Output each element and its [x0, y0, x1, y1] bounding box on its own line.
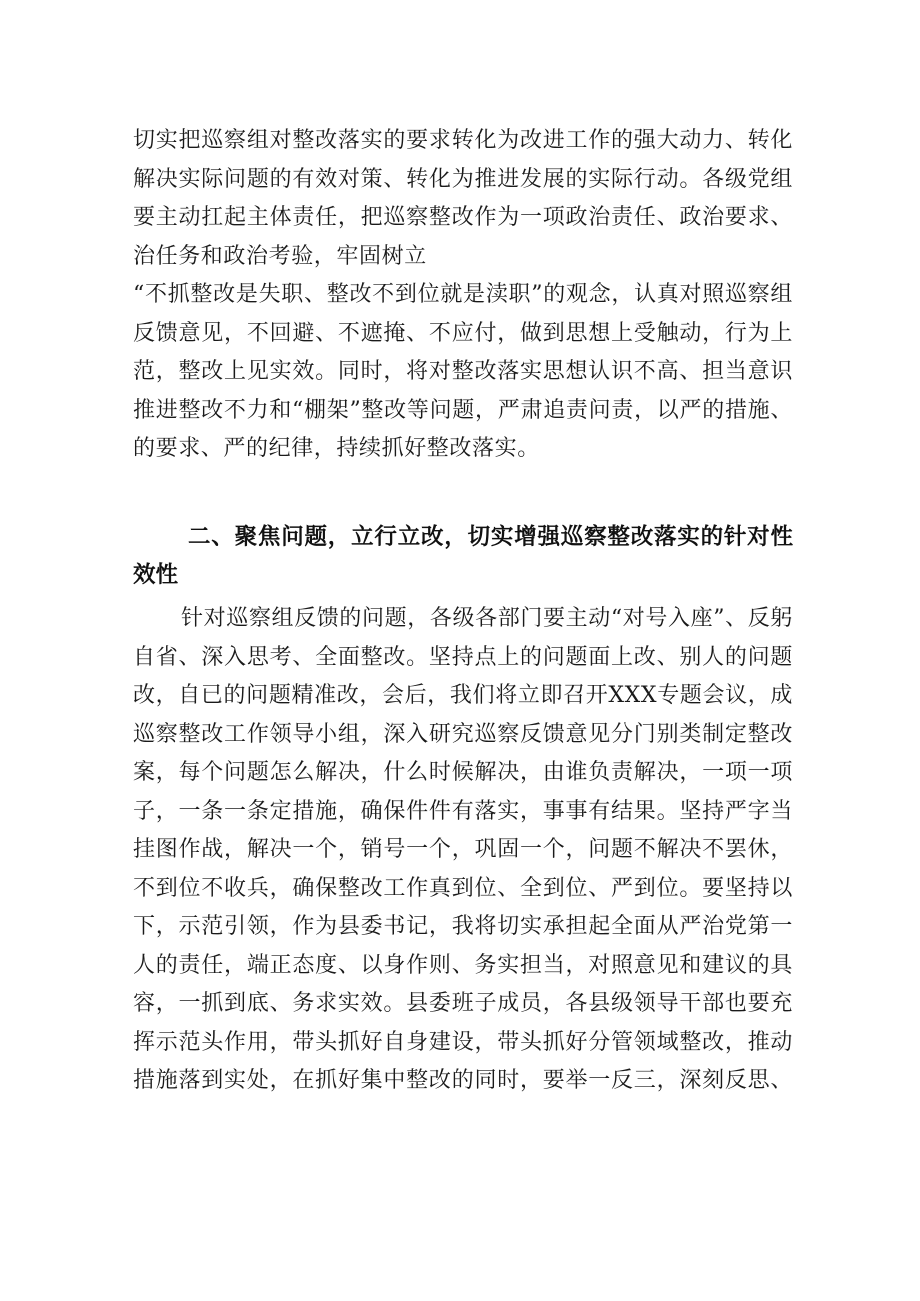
paragraph-line: 下，示范引领，作为县委书记，我将切实承担起全面从严治党第一 — [133, 914, 793, 939]
paragraph-line: “不抓整改是失职、整改不到位就是渎职”的观念，认真对照巡察组 — [133, 282, 793, 307]
paragraph-line: 推进整改不力和“棚架”整改等问题，严肃追责问责，以严的措施、 — [133, 397, 793, 423]
paragraph-line: 范，整改上见实效。同时，将对整改落实思想认识不高、担当意识 — [133, 359, 793, 384]
section-heading-2 — [133, 518, 793, 594]
body-paragraph-1 — [133, 122, 793, 469]
paragraph-line: 不到位不收兵，确保整改工作真到位、全到位、严到位。要坚持以 — [133, 875, 793, 901]
heading-line: 二、聚焦问题，立行立改，切实增强巡察整改落实的针对性 — [188, 524, 793, 550]
paragraph-line: 案，每个问题怎么解决，什么时候解决，由谁负责解决，一项一项 — [133, 760, 793, 785]
paragraph-line: 措施落到实处，在抓好集中整改的同时，要举一反三，深刻反思、 — [133, 1068, 793, 1093]
paragraph-line: 治任务和政治考验，牢固树立 — [133, 243, 427, 269]
paragraph-line: 子，一条一条定措施，确保件件有落实，事事有结果。坚持严字当 — [133, 798, 793, 824]
paragraph-line: 切实把巡察组对整改落实的要求转化为改进工作的强大动力、转化 — [133, 128, 793, 153]
paragraph-line: 反馈意见，不回避、不遮掩、不应付，做到思想上受触动，行为上 — [133, 320, 793, 346]
paragraph-line: 挥示范头作用，带头抓好自身建设，带头抓好分管领域整改，推动 — [133, 1029, 793, 1055]
heading-line: 效性 — [133, 562, 179, 588]
paragraph-line: 针对巡察组反馈的问题，各级各部门要主动“对号入座”、反躬 — [181, 606, 793, 631]
paragraph-line: 改，自已的问题精准改，会后，我们将立即召开XXX专题会议，成 — [133, 683, 793, 708]
paragraph-line: 自省、深入思考、全面整改。坚持点上的问题面上改、别人的问题 — [133, 644, 793, 670]
paragraph-line: 容，一抓到底、务求实效。县委班子成员，各县级领导干部也要充 — [133, 991, 793, 1016]
paragraph-line: 巡察整改工作领导小组，深入研究巡察反馈意见分门别类制定整改 — [133, 721, 793, 747]
paragraph-line: 的要求、严的纪律，持续抓好整改落实。 — [133, 436, 540, 461]
paragraph-line: 解决实际问题的有效对策、转化为推进发展的实际行动。各级党组 — [133, 166, 793, 192]
paragraph-line: 挂图作战，解决一个，销号一个，巩固一个，问题不解决不罢休， — [133, 837, 793, 862]
paragraph-line: 人的责任，端正态度、以身作则、务实担当，对照意见和建议的具 — [133, 952, 793, 978]
paragraph-line: 要主动扛起主体责任，把巡察整改作为一项政治责任、政治要求、 — [133, 205, 793, 230]
body-paragraph-2 — [133, 600, 793, 1101]
